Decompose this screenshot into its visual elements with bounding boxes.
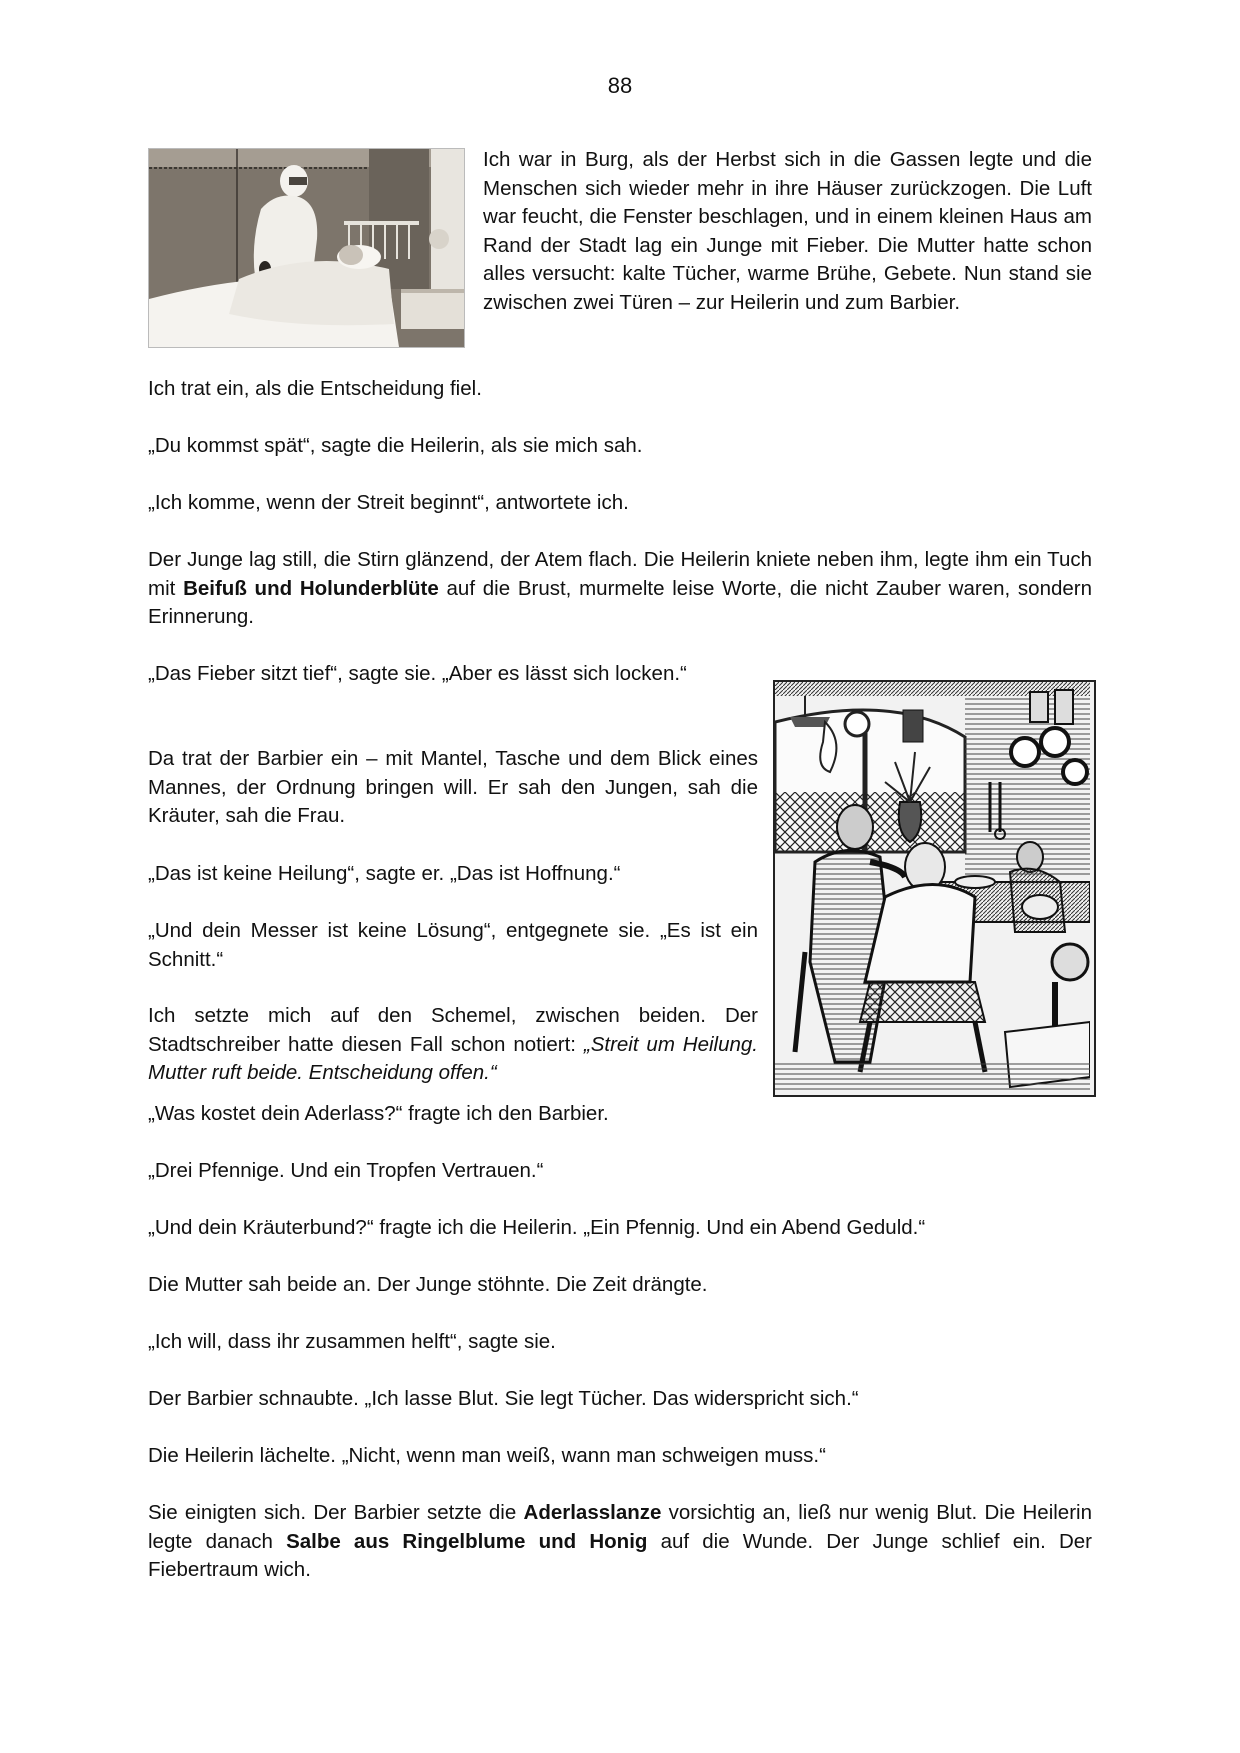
dialogue-mother-help: „Ich will, dass ihr zusammen helft“, sagte sie. — [148, 1330, 556, 1353]
dialogue-herb-bundle: „Und dein Kräuterbund?“ fragte ich die Heilerin. „Ein Pfennig. Und ein Abend Geduld.“ — [148, 1216, 926, 1239]
paragraph-boy — [148, 546, 1092, 632]
woodcut-illustration — [775, 682, 1090, 1091]
paragraph-boy-text-1: Der Junge lag still, die Stirn glänzend, der Atem flach. Die Heilerin kniete neben ihm, legte ihm ein Tuch mit — [148, 548, 1092, 600]
dialogue-healer-late: „Du kommst spät“, sagte die Heilerin, als sie mich sah. — [148, 434, 643, 457]
paragraph-scribe-text: Ich setzte mich auf den Schemel, zwischen beiden. Der Stadtschreiber hatte diesen Fall schon notiert: — [148, 1004, 758, 1056]
paragraph-agreement-text-2: vorsichtig an, ließ nur wenig Blut. Die Heilerin legte danach — [148, 1501, 1092, 1553]
dialogue-healer-smile: Die Heilerin lächelte. „Nicht, wenn man weiß, wann man schweigen muss.“ — [148, 1444, 826, 1467]
paragraph-agreement-text-1: Sie einigten sich. Der Barbier setzte die — [148, 1501, 524, 1524]
paragraph-agreement — [148, 1499, 1092, 1585]
dialogue-three-pennies: „Drei Pfennige. Und ein Tropfen Vertrauen.“ — [148, 1159, 544, 1182]
barber-surgeon-woodcut — [773, 680, 1096, 1097]
hospital-bed-illustration — [149, 149, 464, 347]
paragraph-scribe — [148, 1002, 758, 1088]
dialogue-barber-hope: „Das ist keine Heilung“, sagte er. „Das ist Hoffnung.“ — [148, 862, 621, 885]
dialogue-healer-knife: „Und dein Messer ist keine Lösung“, entgegnete sie. „Es ist ein Schnitt.“ — [148, 919, 758, 971]
page-number: 88 — [607, 73, 633, 98]
herbs-highlight: Beifuß und Holunderblüte — [183, 576, 439, 600]
dialogue-fever: „Das Fieber sitzt tief“, sagte sie. „Aber es lässt sich locken.“ — [148, 662, 687, 685]
paragraph-intro: Ich war in Burg, als der Herbst sich in die Gassen legte und die Menschen sich wieder mehr in ihre Häuser zurückzogen. Die Luft war feucht, die Fenster beschlagen, und in einem kleinen Haus am Rand der Stadt lag ein Junge mit Fieber. Die Mutter hatte schon alles versucht: kalte Tücher, warme Brühe, Gebete. Nun stand sie zwischen zwei Türen – zur Heilerin und zum Barbier. — [483, 148, 1092, 314]
paragraph-boy-text-2: auf die Brust, murmelte leise Worte, die nicht Zauber waren, sondern Erinnerung. — [148, 576, 1092, 628]
dialogue-bloodletting-cost: „Was kostet dein Aderlass?“ fragte ich den Barbier. — [148, 1102, 609, 1125]
paragraph-agreement-text-3: auf die Wunde. Der Junge schlief ein. Der Fiebertraum wich. — [148, 1529, 1093, 1581]
scribe-note: „Streit um Heilung. Mutter ruft beide. Entscheidung offen.“ — [148, 1032, 758, 1084]
dialogue-barber-snort: Der Barbier schnaubte. „Ich lasse Blut. Sie legt Tücher. Das widerspricht sich.“ — [148, 1387, 859, 1410]
paragraph-mother-looks: Die Mutter sah beide an. Der Junge stöhnte. Die Zeit drängte. — [148, 1273, 708, 1296]
paragraph-entry: Ich trat ein, als die Entscheidung fiel. — [148, 377, 482, 400]
salve-highlight: Salbe aus Ringelblume und Honig — [286, 1529, 648, 1553]
lancet-highlight: Aderlasslanze — [523, 1501, 662, 1524]
hospital-bed-photo — [148, 148, 465, 348]
dialogue-narrator-reply: „Ich komme, wenn der Streit beginnt“, antwortete ich. — [148, 491, 629, 514]
paragraph-barber-enters: Da trat der Barbier ein – mit Mantel, Tasche und dem Blick eines Mannes, der Ordnung bringen will. Er sah den Jungen, sah die Kräuter, sah die Frau. — [148, 747, 758, 827]
